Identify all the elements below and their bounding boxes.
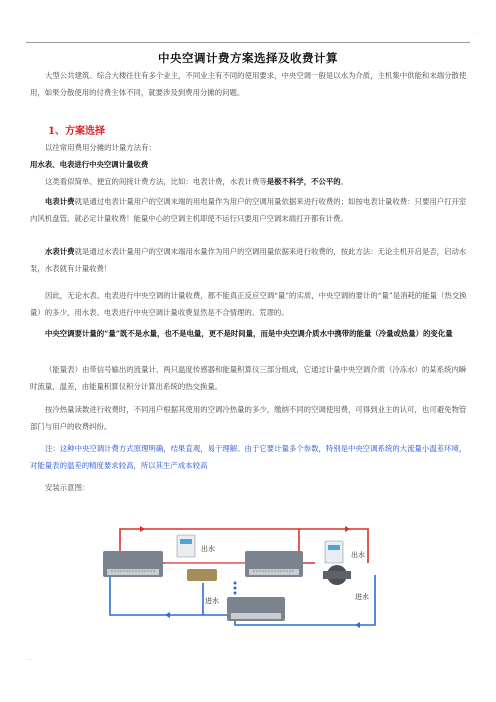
dot [234,592,237,595]
paragraph-energy-key: 中央空调要计量的“量”既不是水量，也不是电量，更不是时间量，而是中央空调介质水中携带的能量（冷量或热量）的变化量 [45,329,453,338]
paragraph-water-meter: 水表计费就是通过水表计量用户的空调末端用水量作为用户的空调用量依据来进行收费的，按此方法：无论主机开启是否，启动水泵，水表就有计量收费！ [30,247,467,273]
dot [234,582,237,585]
section-heading: 1、方案选择 [48,126,105,137]
dot [234,587,237,590]
paragraph-1: 这类看似简单、便宜的间接计费方法，比如：电表计费，水表计费等是极不科学，不公平的。 [45,177,349,186]
document-title: 中央空调计费方案选择及收费计算 [158,51,338,65]
header-mark: . [474,30,476,36]
fan-coil-unit [245,551,303,577]
footer-mark: .. [28,656,32,662]
diagram-caption: 安装示意图： [45,483,90,492]
paragraph-billing: 按冷热量读数进行收费时，不同用户根据其使用的空调冷热量的多少，缴纳不同的空调使用费，可得到业主的认可，也可避免物管部门与用户的收费纠纷。 [30,405,467,431]
paragraph-energy-meter: （能量表）由带信号输出的流量计、两只温度传感器和能量积算仪三部分组成，它通过计量中央空调介质（冷冻水）的某系统内瞬时流量、温差，由能量积算仪积分计算出系统的热交换量。 [30,365,467,391]
energy-meter [165,535,245,581]
label-in-right: 进水 [355,593,369,601]
header-rule [26,42,470,43]
paragraph-electric-meter: 电表计费就是通过电表计量用户的空调末端的用电量作为用户的空调用量依据来进行收费的；如按电表计量收费：只要用户打开室内风机盘管，就必定计量收费！能量中心的空调主机即使不运行只要用户空调末端打开都有计费。 [30,197,467,223]
subheading-water-electric: 用水表、电表进行中央空调计量收费 [30,160,149,169]
label-out-left: 出水 [201,545,215,553]
energy-meter [323,541,351,585]
intro-paragraph: 大型公共建筑、综合大楼往往有多个业主，不同业主有不同的使用要求，中央空调一般是以水为介质，主机集中供能和末端分散使用，如果分散使用的付费主体不同，就要涉及到费用分摊的问题。 [30,71,467,97]
label-out-right: 出水 [351,551,365,559]
fan-coil-unit [103,551,163,577]
label-in-left: 进水 [205,597,219,605]
section-lead: 以往常用费用分摊的计量方法有： [45,143,156,152]
installation-diagram [85,515,395,633]
fan-coil-unit [227,597,285,621]
note-paragraph: 注：这种中央空调计费方式原理明确，结果直观，易于理解。由于它要计量多个参数，特别是中央空调系统的大流量小温差环境，对能量表的温差的精度要求较高，所以其生产成本较高 [30,444,467,470]
paragraph-conclusion: 因此，无论水表、电表进行中央空调的计量收费，都不能真正反应空调“量”的实质，中央空调的要计的“量”是消耗的能量（热交换量）的多少，用水表、电表进行中央空调计量收费显然是不合情理的、荒谬的。 [30,291,467,317]
